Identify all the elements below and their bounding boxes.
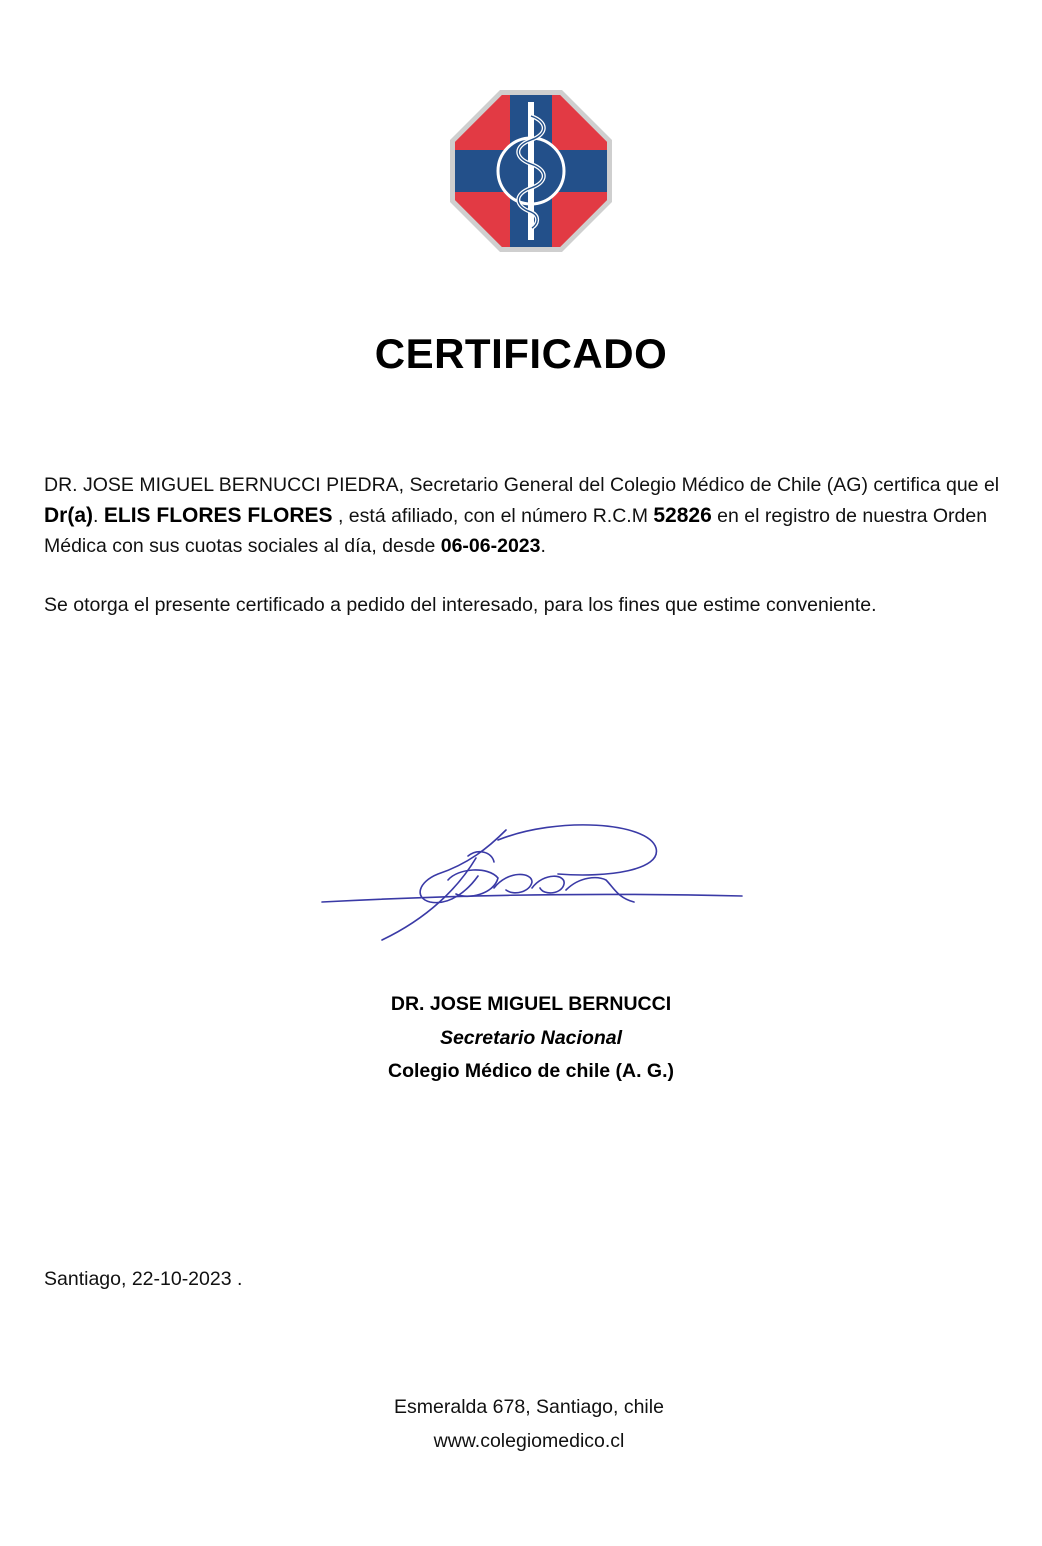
issue-date: Santiago, 22-10-2023 . xyxy=(44,1268,243,1290)
intro-text: DR. JOSE MIGUEL BERNUCCI PIEDRA, Secretario General del Colegio Médico de Chile (AG) certifica que el xyxy=(44,474,1000,496)
title-label: Dr(a) xyxy=(44,503,94,527)
certification-paragraph xyxy=(44,470,1004,562)
footer-website: www.colegiomedico.cl xyxy=(433,1430,625,1452)
signatory-block xyxy=(0,988,1042,1089)
mid-text-2: en el registro de nuestra Orden Médica con sus cuotas sociales al día, desde xyxy=(44,504,988,557)
signatory-name: DR. JOSE MIGUEL BERNUCCI xyxy=(390,993,672,1015)
separator: . xyxy=(93,504,104,527)
signatory-organization: Colegio Médico de chile (A. G.) xyxy=(387,1060,675,1082)
certificate-title: CERTIFICADO xyxy=(374,330,668,377)
handwritten-signature xyxy=(318,818,748,948)
end-text: . xyxy=(540,535,546,557)
mid-text: , está afiliado, con el número R.C.M xyxy=(332,504,654,527)
since-date: 06-06-2023 xyxy=(440,535,541,557)
footer xyxy=(0,1390,1042,1458)
colegio-medico-logo xyxy=(448,88,614,254)
rcm-number: 52826 xyxy=(653,503,712,527)
signatory-role: Secretario Nacional xyxy=(439,1026,623,1049)
footer-address: Esmeralda 678, Santiago, chile xyxy=(394,1396,664,1418)
doctor-name: ELIS FLORES FLORES xyxy=(103,503,333,527)
purpose-paragraph: Se otorga el presente certificado a pedido del interesado, para los fines que estime conveniente. xyxy=(44,594,877,616)
